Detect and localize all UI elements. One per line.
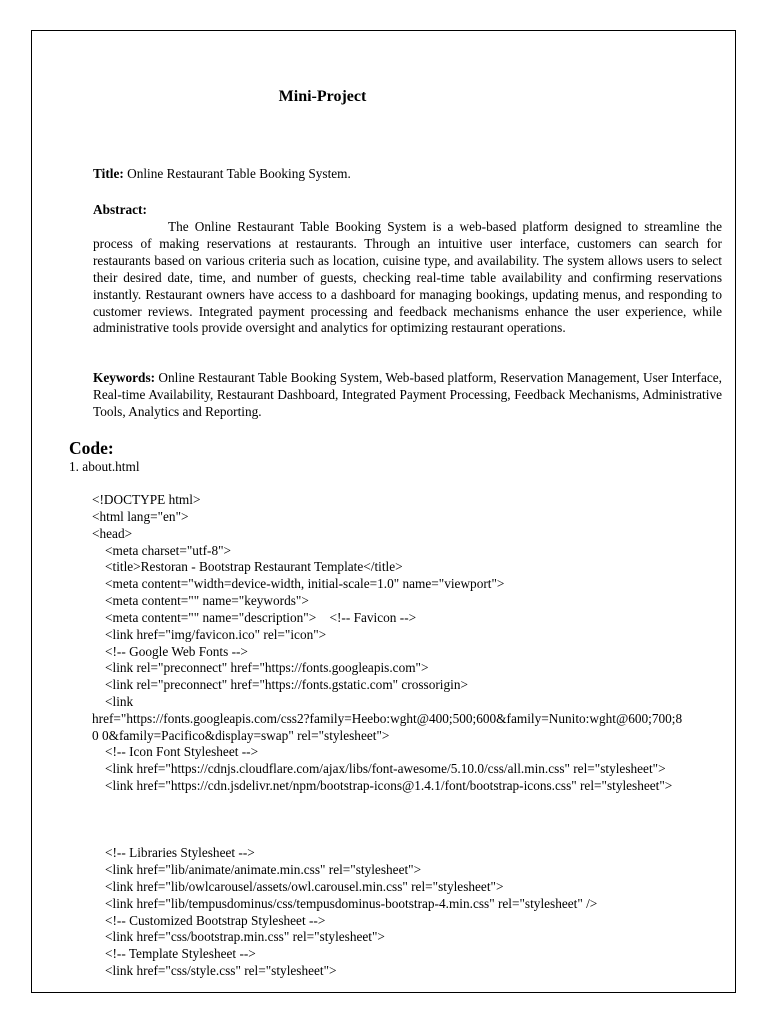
keywords-paragraph <box>93 370 722 421</box>
code-line: <link rel="preconnect" href="https://fonts.googleapis.com"> <box>105 660 429 675</box>
code-line: <!-- Google Web Fonts --> <box>105 644 248 659</box>
code-line: <meta content="" name="description"> <!-- Favicon --> <box>105 610 417 625</box>
code-line: <meta content="width=device-width, initial-scale=1.0" name="viewport"> <box>105 576 505 591</box>
code-line: <link href="css/bootstrap.min.css" rel="stylesheet"> <box>105 929 385 944</box>
code-line: <link href="https://cdnjs.cloudflare.com/ajax/libs/font-awesome/5.10.0/css/all.min.css" rel="stylesheet"> <box>105 761 666 776</box>
code-line: <title>Restoran - Bootstrap Restaurant Template</title> <box>105 559 403 574</box>
code-line: 0 0&family=Pacifico&display=swap" rel="stylesheet"> <box>92 728 390 743</box>
code-line: <head> <box>92 526 133 541</box>
code-line: <!-- Template Stylesheet --> <box>105 946 256 961</box>
code-line: <link rel="preconnect" href="https://fonts.gstatic.com" crossorigin> <box>105 677 468 692</box>
code-line: <meta charset="utf-8"> <box>105 543 232 558</box>
code-line: <link href="lib/owlcarousel/assets/owl.carousel.min.css" rel="stylesheet"> <box>105 879 504 894</box>
title-line <box>93 166 722 183</box>
code-line: <link <box>105 694 134 709</box>
code-line: <link href="img/favicon.ico" rel="icon"> <box>105 627 327 642</box>
title-value: Online Restaurant Table Booking System. <box>123 166 351 181</box>
code-line: <link href="lib/tempusdominus/css/tempusdominus-bootstrap-4.min.css" rel="stylesheet" /> <box>105 896 598 911</box>
abstract-label: Abstract: <box>93 202 147 217</box>
file-label: 1. about.html <box>69 459 140 474</box>
code-line: <html lang="en"> <box>92 509 189 524</box>
code-line: <!-- Libraries Stylesheet --> <box>105 845 255 860</box>
code-line: <!DOCTYPE html> <box>92 492 201 507</box>
code-line: <link href="lib/animate/animate.min.css" rel="stylesheet"> <box>105 862 422 877</box>
document-heading: Mini-Project <box>278 88 367 105</box>
code-line: <!-- Customized Bootstrap Stylesheet --> <box>105 913 326 928</box>
code-line: href="https://fonts.googleapis.com/css2?family=Heebo:wght@400;500;600&family=Nunito:wght@600;700;8 <box>92 711 683 726</box>
abstract-text: The Online Restaurant Table Booking System is a web-based platform designed to streamline the process of making reservations at restaurants. Through an intuitive user interface, customers can search for restaurants based on various criteria such as location, cuisine type, and availability. The system allows users to select their desired date, time, and number of guests, checking real-time table availability and confirming reservations instantly. Restaurant owners have access to a dashboard for managing bookings, updating menus, and responding to customer reviews. Integrated payment processing and feedback mechanisms enhance the user experience, while administrative tools provide oversight and analytics for optimizing restaurant operations. <box>93 219 722 336</box>
code-line: <meta content="" name="keywords"> <box>105 593 309 608</box>
code-line: <link href="https://cdn.jsdelivr.net/npm/bootstrap-icons@1.4.1/font/bootstrap-icons.css" rel="stylesheet"> <box>105 778 673 793</box>
code-line: <link href="css/style.css" rel="stylesheet"> <box>105 963 337 978</box>
title-label: Title: <box>93 166 124 181</box>
keywords-text: Online Restaurant Table Booking System, Web-based platform, Reservation Management, User Interface, Real-time Availability, Restaurant Dashboard, Integrated Payment Processing, Feedback Mechanisms, Administrative Tools, Analytics and Reporting. <box>93 370 722 419</box>
code-heading: Code: <box>69 438 114 458</box>
code-line: <!-- Icon Font Stylesheet --> <box>105 744 259 759</box>
keywords-label: Keywords: <box>93 370 156 385</box>
